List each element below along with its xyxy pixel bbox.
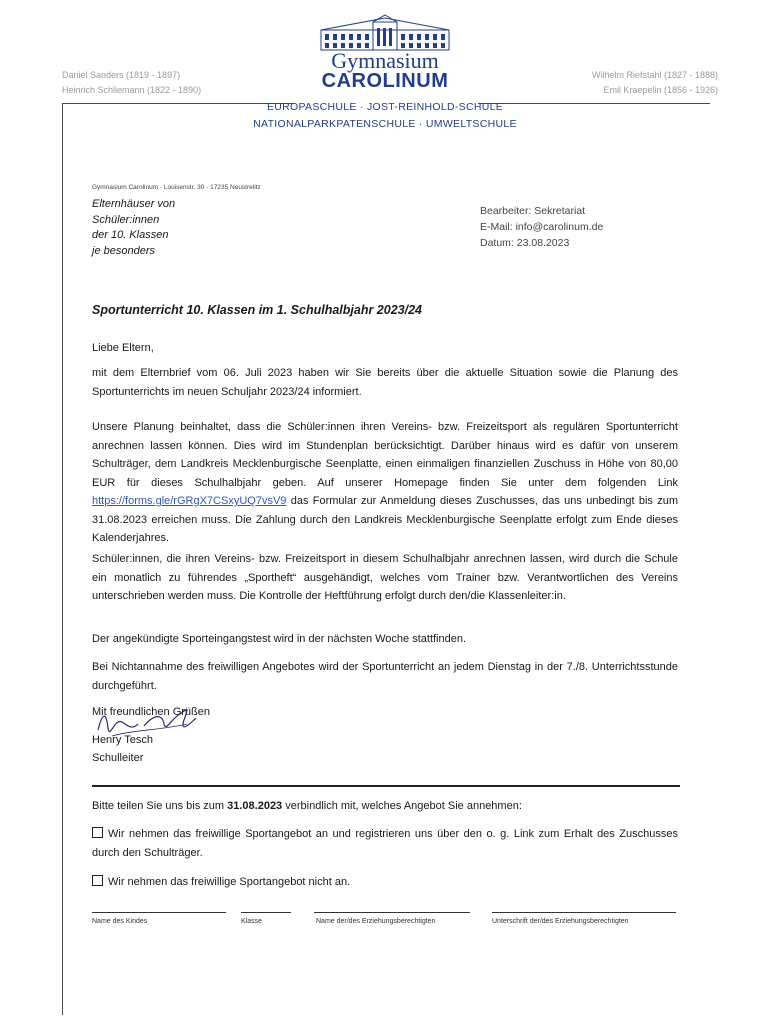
meta-date: Datum: 23.08.2023 bbox=[480, 237, 570, 249]
recipient-block bbox=[92, 197, 175, 259]
option-1 bbox=[92, 825, 678, 862]
paragraph-2 bbox=[92, 418, 678, 548]
paragraph-5: Bei Nichtannahme des freiwilligen Angebotes wird der Sportunterricht an jedem Dienstag in der 7./8. Unterrichtsstunde durchgeführt. bbox=[92, 661, 678, 692]
child-name-line[interactable] bbox=[92, 912, 226, 913]
class-line[interactable] bbox=[241, 912, 291, 913]
recipient-line: Schüler:innen bbox=[92, 213, 160, 226]
recipient-line: der 10. Klassen bbox=[92, 229, 169, 241]
form-instruction bbox=[92, 797, 678, 816]
form-deadline: 31.08.2023 bbox=[227, 800, 283, 812]
recipient-line: Elternhäuser von bbox=[92, 198, 176, 210]
forms-link[interactable]: https://forms.gle/rGRgX7CSxyUQ7vsV9 bbox=[92, 495, 287, 507]
tagline-line-2: NATIONALPARKPATENSCHULE · UMWELTSCHULE bbox=[253, 118, 517, 130]
frame-left-rule bbox=[62, 103, 63, 1015]
label-guardian-signature: Unterschrift der/des Erziehungsberechtigten bbox=[492, 918, 629, 925]
option-2 bbox=[92, 873, 678, 892]
logo-wordmark-carolinum: CAROLINUM bbox=[321, 70, 449, 92]
school-building-logo bbox=[319, 14, 451, 52]
letter-meta bbox=[480, 203, 603, 251]
meta-bearbeiter: Bearbeiter: Sekretariat bbox=[480, 205, 586, 217]
letter-subject: Sportunterricht 10. Klassen im 1. Schulhalbjahr 2023/24 bbox=[92, 303, 422, 317]
form-instruction-text: Bitte teilen Sie uns bis zum bbox=[92, 800, 228, 812]
closing: Mit freundlichen Grüßen bbox=[92, 706, 210, 718]
logo-wordmark-gymnasium: Gymnasium bbox=[331, 48, 439, 73]
option-2-label: Wir nehmen das freiwillige Sportangebot nicht an. bbox=[108, 876, 351, 888]
paragraph-4: Der angekündigte Sporteingangstest wird in der nächsten Woche stattfinden. bbox=[92, 633, 467, 645]
honorary-name-4: Emil Kraepelin (1856 - 1926) bbox=[603, 85, 718, 95]
honorary-name-2: Heinrich Schliemann (1822 - 1890) bbox=[62, 85, 202, 95]
recipient-line: je besonders bbox=[92, 244, 155, 257]
salutation: Liebe Eltern, bbox=[92, 342, 154, 354]
label-guardian-name: Name der/des Erziehungsberechtigten bbox=[316, 918, 436, 925]
signer-name: Henry Tesch bbox=[92, 734, 153, 746]
paragraph-2-text-end: das Formular zur Anmeldung dieses Zuschusses, das uns unbedingt bis zum 31.08.2023 erreichen muss. Die Zahlung durch den Landkreis Mecklenburgische Seenplatte erfolgt zum Ende dieses Kalenderjahres. bbox=[92, 495, 678, 544]
option-1-label: Wir nehmen das freiwillige Sportangebot an und registrieren uns über den o. g. Link zum Erhalt des Zuschusses durch den Schulträger. bbox=[92, 828, 678, 859]
option-1-checkbox[interactable] bbox=[92, 827, 103, 838]
meta-email: E-Mail: info@carolinum.de bbox=[480, 221, 604, 233]
label-class: Klasse bbox=[241, 918, 263, 925]
guardian-signature-line[interactable] bbox=[492, 912, 676, 913]
paragraph-3: Schüler:innen, die ihren Vereins- bzw. Freizeitsport in diesem Schulhalbjahr anrechnen lassen, wird durch die Schule ein monatlich zu führendes „Sportheft“ ausgehändigt, welches vom Trainer bzw. Verantwortlichen des Vereins unterschrieben werden muss. Die Kontrolle der Heftführung erfolgt durch den/die Klassenleiter:in. bbox=[92, 553, 678, 602]
guardian-name-line[interactable] bbox=[314, 912, 470, 913]
form-separator bbox=[92, 785, 680, 787]
honorary-name-1: Daniel Sanders (1819 - 1897) bbox=[62, 70, 181, 80]
tagline-line-1: EUROPASCHULE · JOST-REINHOLD-SCHULE bbox=[266, 101, 504, 113]
sender-address: Gymnasium Carolinum · Louisenstr. 30 · 17235 Neustrelitz bbox=[92, 184, 261, 191]
option-2-checkbox[interactable] bbox=[92, 875, 103, 886]
honorary-name-3: Wilhelm Riefstahl (1827 - 1888) bbox=[591, 70, 718, 80]
paragraph-2-text: Unsere Planung beinhaltet, dass die Schüler:innen ihren Vereins- bzw. Freizeitsport als regulären Sportunterricht anrechnen lassen können. Dies wird im Stundenplan berücksichtigt. Darüber hinaus wird es dafür von unserem Schulträger, dem Landkreis Mecklenburgische Seenplatte, einen einmaligen finanziellen Zuschuss in Höhe von 80,00 EUR für dieses Schulhalbjahr geben. Auf unserer Homepage finden Sie unter dem folgenden Link bbox=[92, 421, 678, 489]
signer-role: Schulleiter bbox=[92, 752, 144, 764]
paragraph-1: mit dem Elternbrief vom 06. Juli 2023 haben wir Sie bereits über die aktuelle Situation sowie die Planung des Sportunterrichts im neuen Schuljahr 2023/24 informiert. bbox=[92, 367, 678, 398]
label-child-name: Name des Kindes bbox=[92, 918, 148, 925]
form-instruction-text-end: verbindlich mit, welches Angebot Sie annehmen: bbox=[282, 800, 522, 812]
